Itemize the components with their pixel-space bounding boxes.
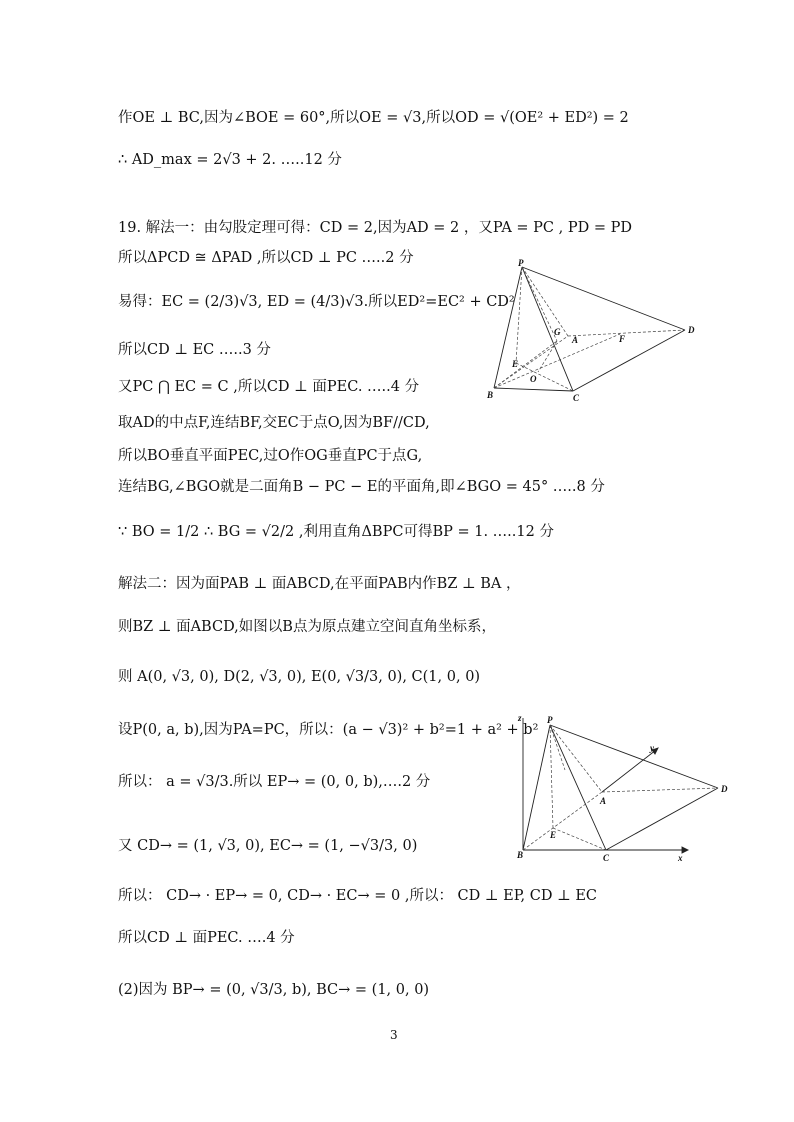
fig2-label-p: P <box>547 715 553 725</box>
fig1-label-o: O <box>530 374 537 384</box>
line-3: 19. 解法一：由勾股定理可得：CD = 2,因为AD = 2 ，又PA = PC , PD = PD <box>118 220 632 236</box>
fig2-label-a: A <box>600 796 607 806</box>
fig2-label-z: z <box>518 713 522 723</box>
line-11: ∵ BO = 1/2 ∴ BG = √2/2 ,利用直角ΔBPC可得BP = 1. …..12 分 <box>118 524 554 540</box>
line-17: 又 CD→ = (1, √3, 0), EC→ = (1, −√3/3, 0) <box>118 838 418 854</box>
line-19: 所以CD ⊥ 面PEC. ….4 分 <box>118 930 295 946</box>
fig2-label-b: B <box>517 850 524 860</box>
line-15: 设P(0, a, b),因为PA=PC，所以：(a − √3)² + b²=1 + a² + b² <box>118 722 539 738</box>
line-7: 又PC ⋂ EC = C ,所以CD ⊥ 面PEC. …..4 分 <box>118 379 420 395</box>
line-5: 易得：EC = (2/3)√3, ED = (4/3)√3.所以ED²=EC² + CD² <box>118 294 515 310</box>
line-18: 所以： CD→ · EP→ = 0, CD→ · EC→ = 0 ,所以： CD ⊥ EP, CD ⊥ EC <box>118 888 598 904</box>
line-9: 所以BO垂直平面PEC,过O作OG垂直PC于点G, <box>118 448 423 464</box>
fig1-label-p: P <box>518 258 524 268</box>
pyramid-figure-2 <box>510 710 740 870</box>
fig1-label-g: G <box>554 327 561 337</box>
fig2-label-x: x <box>678 853 683 863</box>
fig2-label-c: C <box>603 853 610 863</box>
line-16: 所以： a = √3/3.所以 EP→ = (0, 0, b),….2 分 <box>118 774 431 790</box>
line-10: 连结BG,∠BGO就是二面角B − PC − E的平面角,即∠BGO = 45° …..8 分 <box>118 479 605 495</box>
line-20: (2)因为 BP→ = (0, √3/3, b), BC→ = (1, 0, 0) <box>118 982 430 998</box>
fig2-label-e: E <box>550 830 557 840</box>
line-13: 则BZ ⊥ 面ABCD,如图以B点为原点建立空间直角坐标系， <box>118 619 496 635</box>
line-2: ∴ AD_max = 2√3 + 2. …..12 分 <box>118 152 342 168</box>
fig1-label-c: C <box>573 393 580 403</box>
fig1-label-f: F <box>619 334 626 344</box>
pyramid-figure-1 <box>480 255 710 410</box>
line-14: 则 A(0, √3, 0), D(2, √3, 0), E(0, √3/3, 0), C(1, 0, 0) <box>118 669 481 685</box>
fig1-label-d: D <box>688 325 695 335</box>
fig2-label-d: D <box>721 784 728 794</box>
line-12: 解法二：因为面PAB ⊥ 面ABCD,在平面PAB内作BZ ⊥ BA ， <box>118 576 521 592</box>
fig1-label-b: B <box>487 390 494 400</box>
line-1: 作OE ⊥ BC,因为∠BOE = 60°,所以OE = √3,所以OD = √(OE² + ED²) = 2 <box>118 110 629 126</box>
fig1-label-a: A <box>572 335 579 345</box>
line-4: 所以ΔPCD ≅ ΔPAD ,所以CD ⊥ PC …..2 分 <box>118 250 414 266</box>
line-8: 取AD的中点F,连结BF,交EC于点O,因为BF//CD, <box>118 415 430 431</box>
fig2-label-y: y <box>650 743 654 753</box>
line-6: 所以CD ⊥ EC …..3 分 <box>118 342 271 358</box>
fig1-label-e: E <box>512 359 519 369</box>
page-number: 3 <box>390 1028 398 1042</box>
